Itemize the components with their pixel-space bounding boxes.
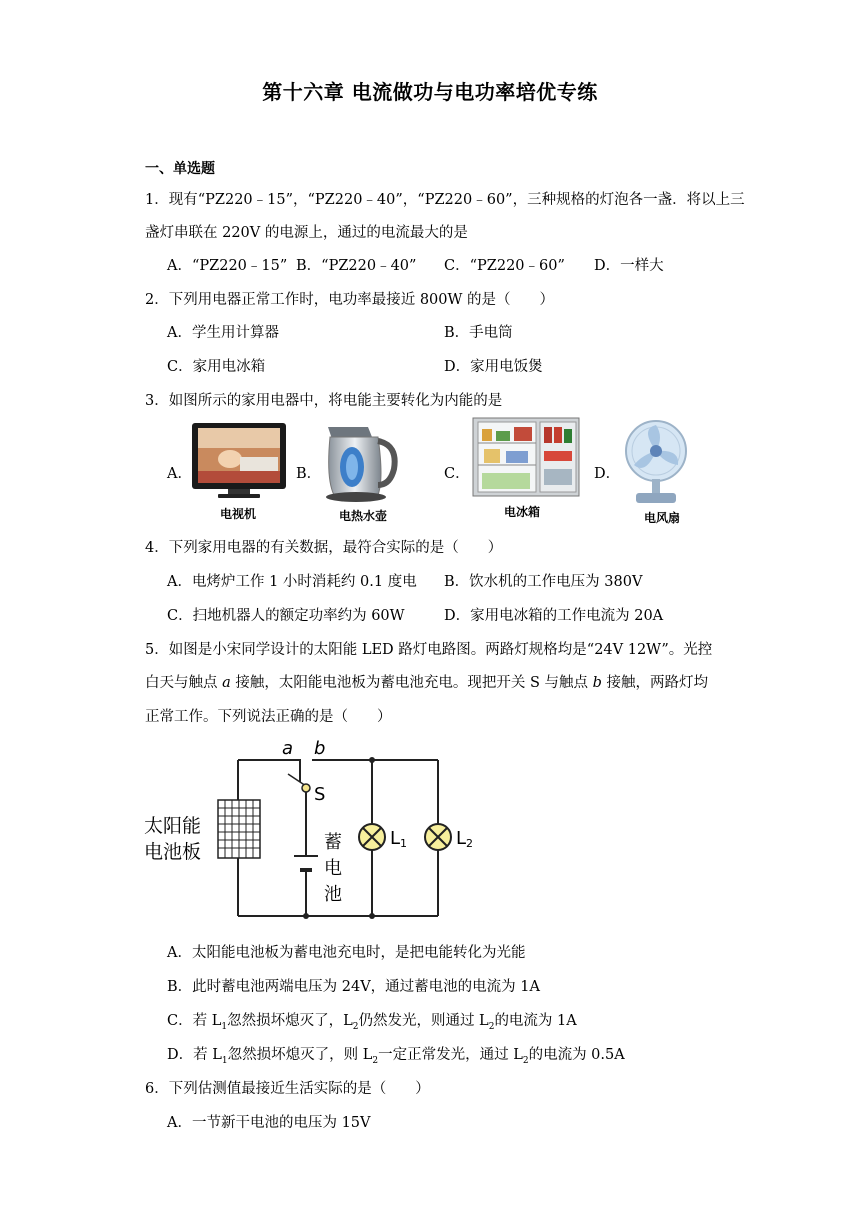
q3-caption-b: 电热水壶 <box>338 509 387 523</box>
lamp-l1-icon <box>359 824 385 850</box>
diagram-label-panel-line1: 太阳能 <box>144 815 202 837</box>
tv-image <box>190 421 290 503</box>
q1-stem-line2: 盏灯串联在 220V 的电源上，通过的电流最大的是 <box>145 225 468 241</box>
diagram-label-battery-3: 池 <box>324 884 342 905</box>
q2-option-b: B．手电筒 <box>444 325 513 341</box>
q5-line2-part2: 接触，太阳能电池板为蓄电池充电。现把开关 S 与触点 <box>230 675 593 691</box>
q5-stem-line2 <box>145 671 708 692</box>
q2-option-a: A．学生用计算器 <box>167 325 279 341</box>
q1-stem-line1: 1．现有“PZ220﹣15”，“PZ220﹣40”，“PZ220﹣60”，三种规格的灯泡各一盏．将以上三 <box>145 192 745 208</box>
page-title: 第十六章 电流做功与电功率培优专练 <box>262 80 598 104</box>
q2-option-d: D．家用电饭煲 <box>444 359 543 375</box>
q5-option-b: B．此时蓄电池两端电压为 24V，通过蓄电池的电流为 1A <box>167 979 540 995</box>
q3-option-b: B． <box>296 466 322 482</box>
solar-panel-icon <box>218 800 260 858</box>
q5-contact-a: a <box>222 675 231 691</box>
q5-line2-part1: 白天与触点 <box>145 675 223 691</box>
section-heading: 一、单选题 <box>145 161 215 177</box>
q3-caption-c: 电冰箱 <box>503 505 540 519</box>
diagram-label-l1: L1 <box>390 828 408 850</box>
diagram-label-l2: L2 <box>456 828 474 850</box>
q3-option-c: C． <box>444 466 470 482</box>
q3-option-d: D． <box>594 466 621 482</box>
q5-option-a: A．太阳能电池板为蓄电池充电时，是把电能转化为光能 <box>167 945 526 961</box>
q3-caption-d: 电风扇 <box>643 511 680 525</box>
lamp-l2-icon <box>425 824 451 850</box>
q5-stem-line3: 正常工作。下列说法正确的是（ ） <box>145 709 392 725</box>
q2-option-c: C．家用电冰箱 <box>167 359 266 375</box>
kettle-image <box>318 419 404 503</box>
q3-stem: 3．如图所示的家用电器中，将电能主要转化为内能的是 <box>145 393 503 409</box>
q1-option-a: A．“PZ220﹣15” <box>167 258 288 274</box>
q5-stem-line1: 5．如图是小宋同学设计的太阳能 LED 路灯电路图。两路灯规格均是“24V 12W”。光控 <box>145 642 713 658</box>
q4-option-b: B．饮水机的工作电压为 380V <box>444 574 643 590</box>
q6-stem: 6．下列估测值最接近生活实际的是（ ） <box>145 1081 430 1097</box>
q4-option-a: A．电烤炉工作 1 小时消耗约 0.1 度电 <box>167 574 417 590</box>
diagram-label-panel-line2: 电池板 <box>144 841 202 863</box>
q3-option-a: A． <box>167 466 192 482</box>
fan-image <box>620 419 692 507</box>
diagram-label-a: a <box>282 738 294 759</box>
q5-option-c: C．若 $L_1$忽然损坏熄灭了，$L_2$仍然发光，则通过 $L_2$的电流为 1A <box>167 1013 577 1032</box>
q6-option-a: A．一节新干电池的电压为 15V <box>167 1115 371 1131</box>
fridge-image <box>472 417 582 499</box>
circuit-diagram <box>140 738 500 924</box>
q2-stem: 2．下列用电器正常工作时，电功率最接近 800W 的是（ ） <box>145 292 555 308</box>
diagram-label-b: b <box>314 738 326 759</box>
diagram-label-battery-1: 蓄 <box>324 832 342 853</box>
q4-stem: 4．下列家用电器的有关数据，最符合实际的是（ ） <box>145 540 503 556</box>
q3-caption-a: 电视机 <box>219 507 256 521</box>
q1-option-d: D．一样大 <box>594 258 664 274</box>
q5-option-d: D．若 $L_1$忽然损坏熄灭了，则 $L_2$一定正常发光，通过 $L_2$的电流为 0.5A <box>167 1047 625 1066</box>
q4-option-c: C．扫地机器人的额定功率约为 60W <box>167 608 405 624</box>
switch-contact <box>302 784 310 792</box>
q5-line2-part3: 接触，两路灯均 <box>601 675 709 691</box>
q1-option-b: B．“PZ220﹣40” <box>296 258 417 274</box>
q4-option-d: D．家用电冰箱的工作电流为 20A <box>444 608 664 624</box>
q1-option-c: C．“PZ220﹣60” <box>444 258 565 274</box>
q5-contact-b: b <box>592 675 602 691</box>
diagram-label-s: S <box>314 784 326 805</box>
diagram-label-battery-2: 电 <box>324 858 342 879</box>
